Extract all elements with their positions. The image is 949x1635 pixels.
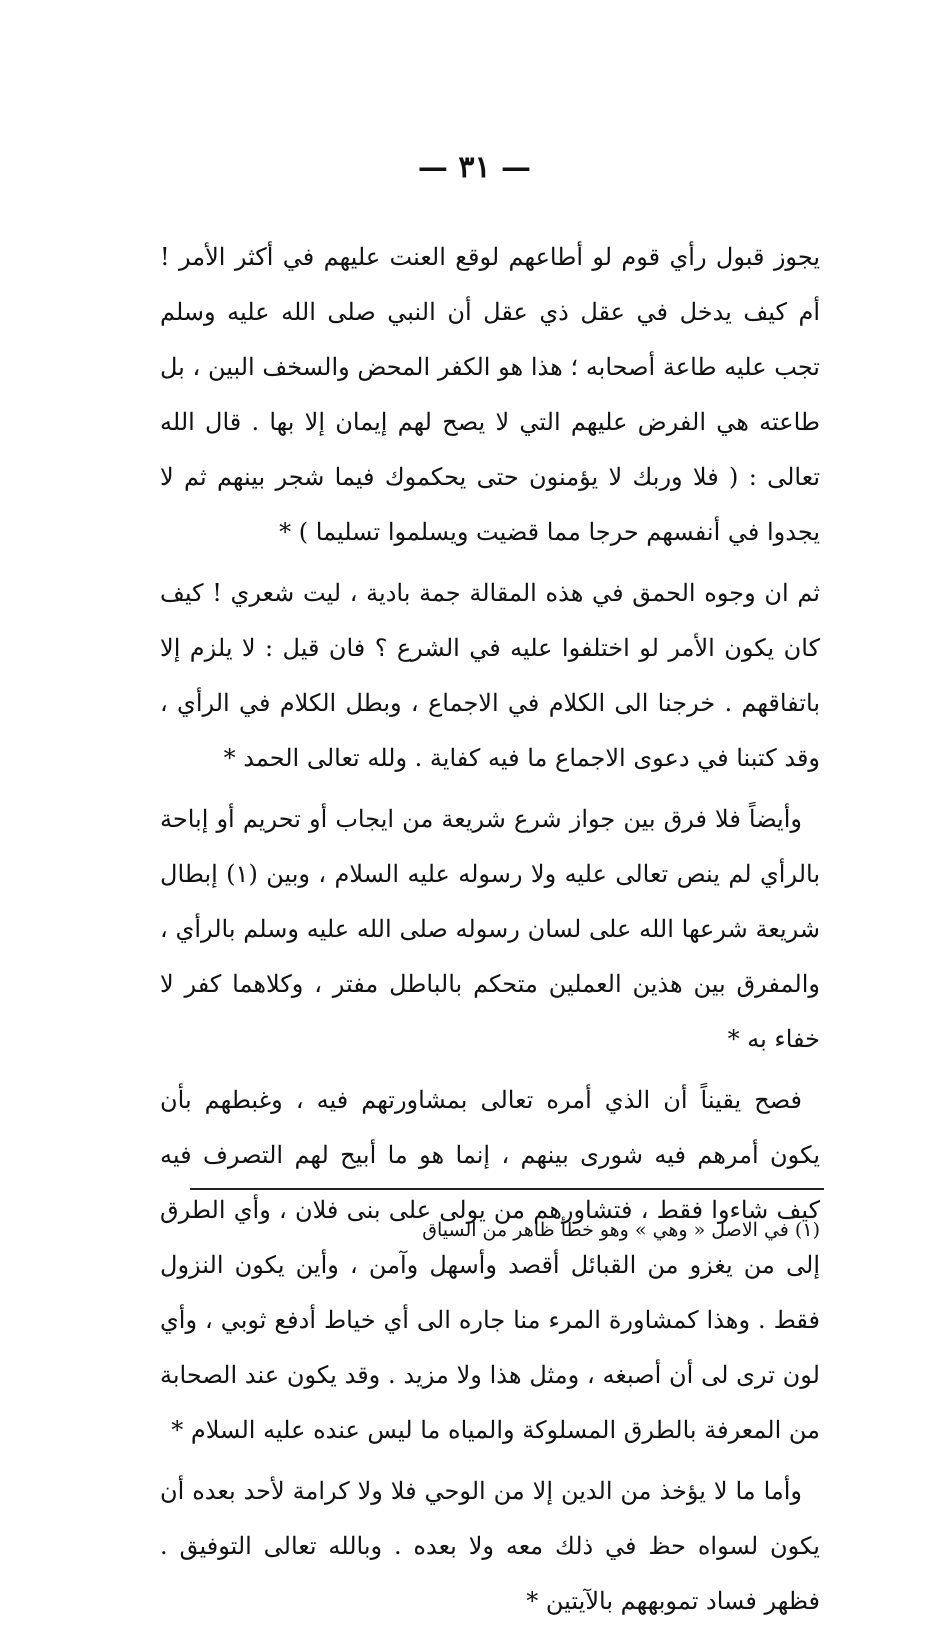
footnote: (١) في الاصل « وهي » وهو خطأ ظاهر من السياق [422,1219,820,1241]
footnote-divider [190,1188,824,1190]
paragraph-3: وأيضاً فلا فرق بين جواز شرع شريعة من ايجاب أو تحريم أو إباحة بالرأي لم ينص تعالى عليه ولا رسوله عليه السلام ، وبين (١) إبطال شريعة شرعها الله على لسان رسوله صلى الله عليه وسلم بالرأي ، والمفرق بين هذين العملين متحكم بالباطل مفتر ، وكلاهما كفر لا خفاء به * [160,805,820,1053]
paragraph-1: يجوز قبول رأي قوم لو أطاعهم لوقع العنت عليهم في أكثر الأمر ! أم كيف يدخل في عقل ذي عقل أن النبي صلى الله عليه وسلم تجب عليه طاعة أصحابه ؛ هذا هو الكفر المحض والسخف البين ، بل طاعته هي الفرض عليهم التي لا يصح لهم إيمان إلا بها . قال الله تعالى : ( فلا وربك لا يؤمنون حتى يحكموك فيما شجر بينهم ثم لا يجدوا في أنفسهم حرجا مما قضيت ويسلموا تسليما ) * [160,243,820,546]
paragraph-5: وأما ما لا يؤخذ من الدين إلا من الوحي فلا ولا كرامة لأحد بعده أن يكون لسواه حظ في ذلك معه ولا بعده . وبالله تعالى التوفيق . فظهر فساد تموبههم بالآيتين * [160,1477,820,1615]
main-text [160,230,820,1635]
paragraph-2: ثم ان وجوه الحمق في هذه المقالة جمة بادية ، ليت شعري ! كيف كان يكون الأمر لو اختلفوا عليه في الشرع ؟ فان قيل : لا يلزم إلا باتفاقهم . خرجنا الى الكلام في الاجماع ، وبطل الكلام في الرأي ، وقد كتبنا في دعوى الاجماع ما فيه كفاية . ولله تعالى الحمد * [160,579,820,772]
page-number: — ٣١ — [417,150,532,185]
paragraph-4: فصح يقيناً أن الذي أمره تعالى بمشاورتهم فيه ، وغبطهم بأن يكون أمرهم فيه شورى بينهم ، إنما هو ما أبيح لهم التصرف فيه كيف شاءوا فقط ، فتشاورهم من يولى على بنى فلان ، وأي الطرق إلى من يغزو من القبائل أقصد وأسهل وآمن ، وأين يكون النزول فقط . وهذا كمشاورة المرء منا جاره الى أي خياط أدفع ثوبي ، وأي لون ترى لى أن أصبغه ، ومثل هذا ولا مزيد . وقد يكون عند الصحابة من المعرفة بالطرق المسلوكة والمياه ما ليس عنده عليه السلام * [160,1086,820,1444]
